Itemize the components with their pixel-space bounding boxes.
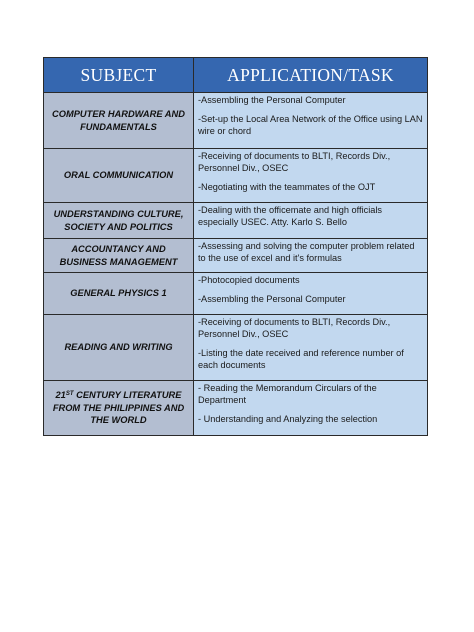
task-item: -Negotiating with the teammates of the OJT bbox=[198, 182, 376, 192]
task-item: -Listing the date received and reference number of each documents bbox=[198, 348, 404, 370]
task-item: -Assessing and solving the computer problem related to the use of excel and it's formulas bbox=[198, 241, 415, 263]
subject-cell: READING AND WRITING bbox=[44, 315, 194, 381]
subject-cell: UNDERSTANDING CULTURE, SOCIETY AND POLITICS bbox=[44, 203, 194, 239]
subject-cell: ACCOUNTANCY AND BUSINESS MANAGEMENT bbox=[44, 239, 194, 273]
task-cell bbox=[194, 381, 428, 436]
subject-task-table bbox=[43, 57, 428, 436]
subject-cell: ORAL COMMUNICATION bbox=[44, 149, 194, 203]
task-cell bbox=[194, 203, 428, 239]
subject-cell: COMPUTER HARDWARE AND FUNDAMENTALS bbox=[44, 93, 194, 149]
task-cell bbox=[194, 239, 428, 273]
task-item: -Receiving of documents to BLTI, Records Div., Personnel Div., OSEC bbox=[198, 317, 391, 339]
header-row bbox=[44, 58, 428, 93]
table-row bbox=[44, 273, 428, 315]
task-item: -Assembling the Personal Computer bbox=[198, 95, 346, 105]
task-cell bbox=[194, 315, 428, 381]
task-item: -Receiving of documents to BLTI, Records Div., Personnel Div., OSEC bbox=[198, 151, 391, 173]
subject-rest: CENTURY LITERATURE FROM THE PHILIPPINES AND THE WORLD bbox=[52, 390, 185, 426]
task-cell bbox=[194, 93, 428, 149]
table-row bbox=[44, 315, 428, 381]
table-row bbox=[44, 239, 428, 273]
table-row bbox=[44, 93, 428, 149]
task-item: - Reading the Memorandum Circulars of the Department bbox=[198, 383, 377, 405]
subject-ordinal-suffix: ST bbox=[65, 391, 74, 398]
table-row bbox=[44, 149, 428, 203]
task-item: -Dealing with the officemate and high officials especially USEC. Atty. Karlo S. Bello bbox=[198, 205, 383, 227]
subject-cell: GENERAL PHYSICS 1 bbox=[44, 273, 194, 315]
table-row bbox=[44, 203, 428, 239]
table-row bbox=[44, 381, 428, 436]
task-cell bbox=[194, 149, 428, 203]
task-column-header: APPLICATION/TASK bbox=[194, 58, 428, 93]
task-item: -Photocopied documents bbox=[198, 275, 300, 285]
subject-number: 21 bbox=[55, 390, 66, 401]
task-item: - Understanding and Analyzing the selection bbox=[198, 414, 378, 424]
subject-column-header: SUBJECT bbox=[44, 58, 194, 93]
task-item: -Set-up the Local Area Network of the Office using LAN wire or chord bbox=[198, 114, 423, 136]
subject-cell bbox=[44, 381, 194, 436]
task-cell bbox=[194, 273, 428, 315]
task-item: -Assembling the Personal Computer bbox=[198, 294, 346, 304]
